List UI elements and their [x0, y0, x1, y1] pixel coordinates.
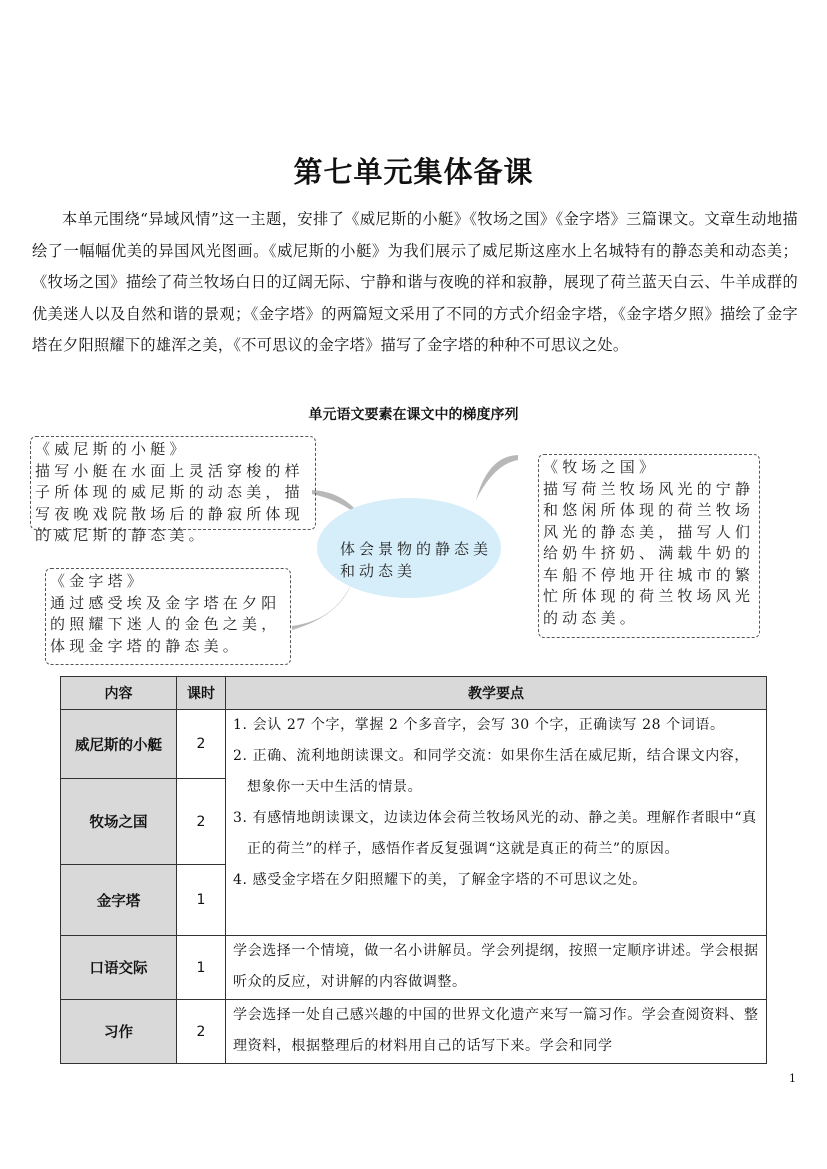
table-header-row	[61, 677, 767, 710]
header-content: 内容	[61, 677, 177, 710]
row-name: 牧场之国	[61, 779, 177, 865]
point-item: 3. 有感情地朗读课文，边读边体会荷兰牧场风光的动、静之美。理解作者眼中“真正的荷兰”的样子，感悟作者反复强调“这就是真正的荷兰”的原因。	[233, 810, 757, 857]
row-hours: 2	[177, 710, 226, 779]
page-title: 第七单元集体备课	[293, 155, 534, 189]
node-farm	[538, 454, 760, 638]
row-hours: 2	[177, 779, 226, 865]
node-pyramid-title: 《金字塔》	[50, 572, 147, 590]
node-pyramid	[45, 568, 291, 665]
row-name: 威尼斯的小艇	[61, 710, 177, 779]
intro-paragraph: 本单元围绕“异域风情”这一主题，安排了《威尼斯的小艇》《牧场之国》《金字塔》三篇课文。文章生动地描绘了一幅幅优美的异国风光图画。《威尼斯的小艇》为我们展示了威尼斯这座水上名城特有的静态美和动态美；《牧场之国》描绘了荷兰牧场白日的辽阔无际、宁静和谐与夜晚的祥和寂静，展现了荷兰蓝天白云、牛羊成群的优美迷人以及自然和谐的景观；《金字塔》的两篇短文采用了不同的方式介绍金字塔，《金字塔夕照》描绘了金字塔在夕阳照耀下的雄浑之美，《不可思议的金字塔》描写了金字塔的种种不可思议之处。	[32, 210, 798, 354]
point-item: 4. 感受金字塔在夕阳照耀下的美，了解金字塔的不可思议之处。	[233, 872, 647, 888]
row-hours: 1	[177, 936, 226, 1000]
node-venice	[30, 436, 316, 544]
row-points: 学会选择一个情境，做一名小讲解员。学会列提纲，按照一定顺序讲述。学会根据听众的反应，对讲解的内容做调整。	[226, 936, 767, 1000]
row-name: 金字塔	[61, 865, 177, 936]
node-venice-text: 描写小艇在水面上灵活穿梭的样子所体现的威尼斯的动态美，描写夜晚戏院散场后的静寂所体现的威尼斯的静态美。	[35, 461, 304, 544]
node-venice-title: 《威尼斯的小艇》	[35, 440, 189, 458]
header-hours: 课时	[177, 677, 226, 710]
point-item: 1. 会认 27 个字，掌握 2 个多音字，会写 30 个字，正确读写 28 个词语。	[233, 717, 725, 733]
point-item: 2. 正确、流利地朗读课文。和同学交流：如果你生活在威尼斯，结合课文内容，想象你一天中生活的情景。	[233, 748, 750, 795]
reading-points-cell	[226, 710, 767, 936]
lesson-plan-table	[60, 676, 767, 1064]
center-node-label: 体会景物的静态美和动态美	[340, 540, 493, 580]
mind-map	[0, 420, 827, 675]
row-name: 口语交际	[61, 936, 177, 1000]
node-farm-text: 描写荷兰牧场风光的宁静和悠闲所体现的荷兰牧场风光的静态美，描写人们给奶牛挤奶、满载牛奶的车船不停地开往城市的繁忙所体现的荷兰牧场风光的动态美。	[543, 479, 755, 627]
node-farm-title: 《牧场之国》	[543, 458, 659, 476]
header-teaching-points: 教学要点	[226, 677, 767, 710]
connector-pyramid	[292, 582, 352, 630]
row-points: 学会选择一处自己感兴趣的中国的世界文化遗产来写一篇习作。学会查阅资料、整理资料，根据整理后的材料用自己的话写下来。学会和同学	[226, 1000, 767, 1064]
table-row	[61, 1000, 767, 1064]
node-pyramid-text: 通过感受埃及金字塔在夕阳的照耀下迷人的金色之美，体现金字塔的静态美。	[50, 593, 281, 655]
connector-farm	[476, 455, 518, 500]
row-hours: 2	[177, 1000, 226, 1064]
row-name: 习作	[61, 1000, 177, 1064]
table-row	[61, 936, 767, 1000]
page-number: 1	[789, 1072, 796, 1085]
table-row	[61, 710, 767, 779]
row-hours: 1	[177, 865, 226, 936]
diagram-title: 单元语文要素在课文中的梯度序列	[308, 407, 519, 423]
